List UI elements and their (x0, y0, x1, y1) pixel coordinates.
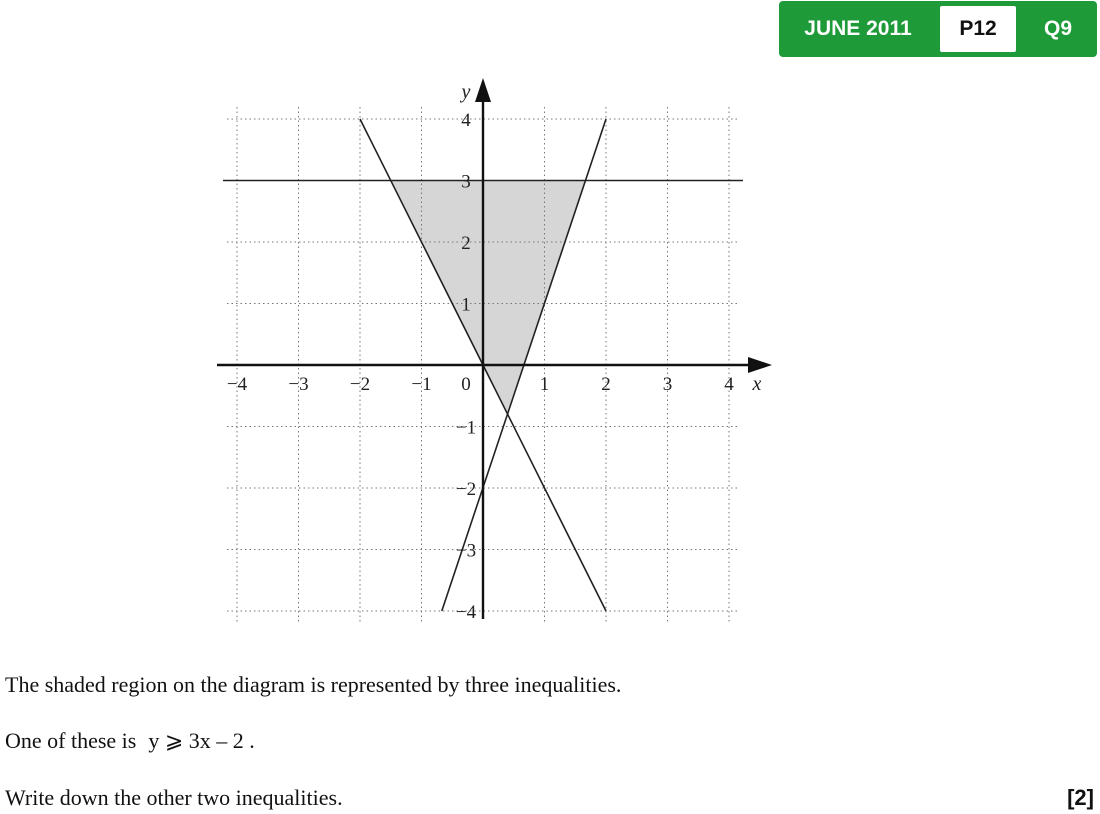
question-statement: The shaded region on the diagram is represented by three inequalities. (5, 672, 622, 697)
inequality-math: y ⩾ 3x – 2 . (148, 728, 255, 753)
x-tick-label: 2 (601, 374, 611, 395)
marks-label: [2] (1067, 785, 1094, 810)
y-tick-label: 3 (461, 171, 471, 193)
x-tick-label: 1 (539, 374, 550, 395)
question-instruction: Write down the other two inequalities. (5, 785, 343, 810)
x-tick-label: 0 (461, 374, 471, 395)
y-tick-label: −1 (455, 417, 477, 439)
x-axis-arrow (748, 357, 772, 373)
x-axis-label: x (752, 373, 762, 395)
x-tick-label: −2 (349, 374, 371, 395)
y-axis-arrow (475, 78, 491, 102)
y-tick-label: −2 (455, 479, 477, 500)
y-tick-label: 4 (461, 110, 471, 131)
question-number-label: Q9 (1043, 17, 1072, 40)
given-inequality-prefix: One of these is (5, 728, 137, 753)
exam-session-label: JUNE 2011 (804, 17, 912, 40)
x-tick-label: −3 (288, 374, 309, 395)
x-tick-label: 4 (724, 374, 734, 395)
y-tick-label: −3 (455, 540, 477, 562)
y-tick-label: 1 (461, 294, 471, 316)
y-tick-label: 2 (461, 233, 471, 254)
x-tick-label: −1 (411, 374, 432, 395)
y-tick-label: −4 (455, 602, 477, 623)
x-tick-label: 3 (662, 374, 673, 395)
inequality-expression (148, 728, 254, 753)
paper-label: P12 (940, 6, 1016, 52)
x-tick-label: −4 (226, 374, 248, 395)
given-inequality (5, 728, 255, 754)
y-axis-label: y (461, 81, 471, 103)
